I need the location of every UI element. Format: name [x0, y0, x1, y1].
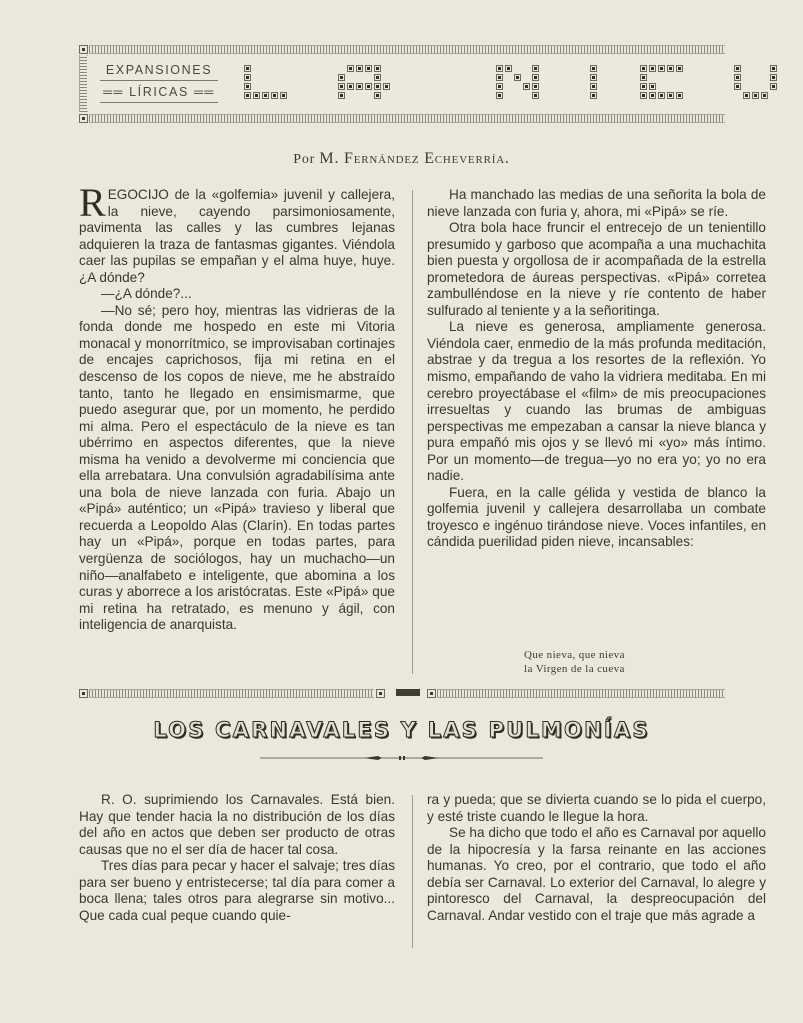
dash-left: ══	[103, 85, 130, 99]
letter-pixel	[244, 74, 251, 81]
rule-right	[437, 689, 725, 698]
paragraph: Otra bola hace fruncir el entrecejo de un tenientillo presumido y garboso que acompaña a una muchachita bien puesta y orgollosa de ir acompañada de la estrella prometedora de áureas perspectivas. «Pipá» corretea zambulléndose en la nieve y ríe contento de haber sulfurado al teniente y a la señoritinga.	[427, 220, 766, 318]
letter-pixel	[374, 92, 381, 99]
paragraph: R. O. suprimiendo los Carnavales. Está bien. Hay que tender hacia la no distribución de los días del año en actos que deben ser producto de otras causas que no el ser día de hacer tal cosa.	[79, 792, 395, 857]
paragraph: Se ha dicho que todo el año es Carnaval por aquello de la hipocresía y la farsa reinante en las acciones humanas. Yo creo, por el contrario, que todo el año debía ser Carnaval. Lo exterior del Carnaval, lo alegre y pintoresco del Carnaval, la despreocupación del Carnaval. Andar vestido con el traje que más agrade a	[427, 825, 766, 923]
paragraph	[79, 180, 395, 286]
drop-cap: R	[79, 180, 106, 225]
letter-pixel	[496, 65, 503, 72]
verse	[524, 648, 625, 676]
article2-column-right	[427, 792, 766, 924]
letter-pixel	[734, 74, 741, 81]
letter-pixel	[514, 74, 521, 81]
letter-pixel	[770, 83, 777, 90]
letter-pixel	[356, 65, 363, 72]
letter-pixel	[496, 74, 503, 81]
paragraph: La nieve es generosa, ampliamente generosa. Viéndola caer, enmedio de la más profunda meditación, abstrae y da tregua a los resortes de la reflexión. Yo mismo, empañando de vaho la vidriera meditaba. En mi cerebro proyectábase el «film» de mis preocupaciones irresueltas y cuando las brumas de ambiguas perspectivas me empezaban a cansar la nieve blanca y pura empañó mis ojos y se llevó mi «yo» más íntimo. Por un momento—de tregua—yo no era yo; yo no era nadie.	[427, 319, 766, 484]
article2-column-left	[79, 792, 395, 924]
letter-pixel	[253, 92, 260, 99]
paragraph: —No sé; pero hoy, mientras las vidrieras de la fonda donde me hospedo en este mi Vitoria monacal y monorrítmico, se improvisaban cortinajes de encajes caprichosos, fija mi retina en el descenso de los copos de nieve, me he abstraído tanto, tanto he llegado en ensimismarme, que puedo asegurar que, por un momento, he perdido mi alma. Pero el espectáculo de la nieve es tan ubérrimo en aspectos diferentes, que la nieve misma ha venido a devolverme mi conciencia que ella arrebatara. Una convulsión agradabilísima ante una bola de nieve lanzada con furia. Abajo un «Pipá» auténtico; un «Pipá» travieso y liberal que recuerda a Leopoldo Alas (Clarín). En todas partes hay un «Pipá», porque en todas partes, para vergüenza de sociólogos, hay un muchacho—un niño—analfabeto e inteligente, que abomina a los curas y aborrece a los aristócratas. Este «Pipá» que mi retina ha retratado, es menuno y ágil, con inteligencia de anarquista.	[79, 302, 395, 633]
square-bullet-icon	[79, 114, 88, 123]
letter-pixel	[374, 74, 381, 81]
series-label-line1: EXPANSIONES	[100, 63, 218, 81]
letter-pixel	[667, 65, 674, 72]
letter-pixel	[590, 65, 597, 72]
article2-title: LOS CARNAVALES Y LAS PULMONÍAS	[153, 718, 650, 742]
letter-pixel	[649, 65, 656, 72]
letter-pixel	[590, 92, 597, 99]
paragraph-text: de la «golfemia» juvenil y callejera, la nieve, cayendo parsimoniosamente, pavimenta las calles y las cumbres lejanas adquieren la traza de fantasmas gigantes. Viéndola caer las pupilas se empañan y el alma huye, huye. ¿A dónde?	[79, 187, 395, 285]
letter-pixel	[262, 92, 269, 99]
letter-pixel	[743, 92, 750, 99]
square-bullet-icon	[79, 689, 88, 698]
letter-pixel	[505, 65, 512, 72]
letter-pixel	[590, 83, 597, 90]
letter-pixel	[365, 83, 372, 90]
letter-pixel	[532, 74, 539, 81]
letter-pixel	[365, 65, 372, 72]
letter-pixel	[640, 92, 647, 99]
letter-pixel	[374, 65, 381, 72]
byline	[0, 150, 803, 168]
letter-pixel	[271, 92, 278, 99]
top-rule	[89, 45, 725, 54]
letter-pixel	[374, 83, 381, 90]
letter-pixel	[676, 92, 683, 99]
letter-pixel	[770, 74, 777, 81]
letter-pixel	[752, 92, 759, 99]
paragraph: Tres días para pecar y hacer el salvaje; tres días para ser bueno y entristecerse; tal día para comer a boca llena; tales otros para alegrarse sin motivo... Que cada cual peque cuando quie-	[79, 858, 395, 923]
square-bullet-icon	[376, 689, 385, 698]
verse-line: la Virgen de la cueva	[524, 663, 625, 675]
column-divider	[412, 795, 413, 948]
letter-pixel	[244, 65, 251, 72]
letter-pixel	[734, 65, 741, 72]
letter-pixel	[658, 92, 665, 99]
letter-pixel	[338, 83, 345, 90]
letter-pixel	[532, 92, 539, 99]
letter-pixel	[640, 83, 647, 90]
rule-left	[89, 689, 374, 698]
letter-pixel	[770, 65, 777, 72]
column-divider	[412, 190, 413, 674]
byline-prefix: Por	[293, 152, 316, 167]
center-ornament	[396, 689, 420, 696]
letter-pixel	[338, 92, 345, 99]
article1-column-left	[79, 180, 395, 634]
letter-pixel	[356, 83, 363, 90]
letter-pixel	[496, 92, 503, 99]
paragraph: Ha manchado las medias de una señorita la bola de nieve lanzada con furia y, ahora, mi «Pipá» se ríe.	[427, 187, 766, 219]
letter-pixel	[523, 83, 530, 90]
letter-pixel	[667, 92, 674, 99]
byline-author: M. Fernández Echeverría.	[319, 150, 510, 167]
letter-pixel	[532, 83, 539, 90]
square-bullet-icon	[79, 45, 88, 54]
dash-right: ══	[188, 85, 215, 99]
series-label	[100, 63, 218, 103]
letter-pixel	[734, 83, 741, 90]
letter-pixel	[280, 92, 287, 99]
letter-pixel	[649, 83, 656, 90]
square-bullet-icon	[427, 689, 436, 698]
letter-pixel	[347, 83, 354, 90]
letter-pixel	[658, 65, 665, 72]
article1-column-right	[427, 187, 766, 551]
paragraph: Fuera, en la calle gélida y vestida de blanco la golfemia juvenil y callejera desarrollaba un combate troyesco e ingénuo tirándose nieve. Voces infantiles, en cándida puerilidad piden nieve, incansables:	[427, 484, 766, 550]
fleuron-icon	[260, 752, 543, 764]
bottom-rule	[89, 114, 725, 123]
letter-pixel	[338, 74, 345, 81]
letter-pixel	[761, 92, 768, 99]
letter-pixel	[590, 74, 597, 81]
lead-word: EGOCIJO	[107, 187, 169, 202]
letter-pixel	[496, 83, 503, 90]
series-label-line2	[100, 81, 218, 103]
letter-pixel	[244, 92, 251, 99]
letter-pixel	[347, 65, 354, 72]
letter-pixel	[532, 65, 539, 72]
letter-pixel	[676, 65, 683, 72]
verse-line: Que nieva, que nieva	[524, 649, 625, 661]
paragraph: ra y pueda; que se divierta cuando se lo pida el cuerpo, y esté triste cuando le llegue la hora.	[427, 792, 766, 824]
letter-pixel	[640, 65, 647, 72]
letter-pixel	[244, 83, 251, 90]
series-label-text: LÍRICAS	[129, 85, 189, 99]
letter-pixel	[649, 92, 656, 99]
letter-pixel	[640, 74, 647, 81]
paragraph: —¿A dónde?...	[101, 286, 192, 302]
letter-pixel	[383, 83, 390, 90]
